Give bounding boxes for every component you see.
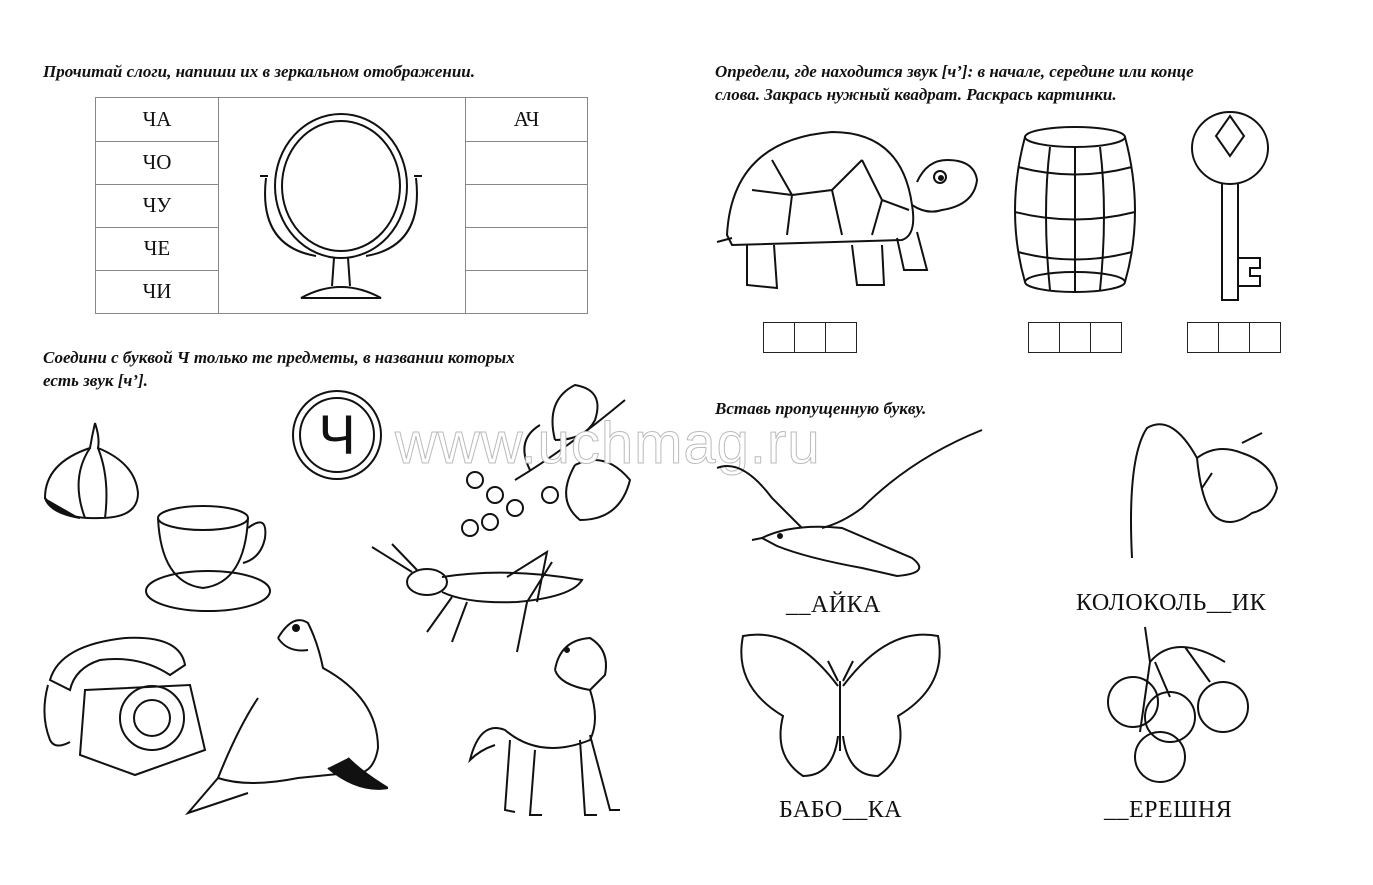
position-square[interactable] xyxy=(825,322,857,353)
cherries-icon xyxy=(1105,622,1270,787)
seal-icon xyxy=(178,608,388,823)
cup-icon xyxy=(143,503,278,618)
word-babochka[interactable]: БАБО__КА xyxy=(779,797,903,823)
key-icon xyxy=(1188,108,1278,308)
watermark: www.uchmag.ru xyxy=(395,411,821,476)
syllable-cell: ЧА xyxy=(142,107,172,131)
position-square[interactable] xyxy=(794,322,826,353)
position-square[interactable] xyxy=(763,322,795,353)
position-squares-key xyxy=(1187,322,1280,353)
mirror-answer-cell[interactable]: АЧ xyxy=(513,107,540,131)
position-square[interactable] xyxy=(1218,322,1250,353)
position-instruction-line1: Определи, где находится звук [ч’]: в начале, середине или конце xyxy=(715,62,1194,81)
position-squares-turtle xyxy=(763,322,856,353)
dog-icon xyxy=(450,630,650,830)
insert-instruction: Вставь пропущенную букву. xyxy=(715,399,927,418)
syllable-cell: ЧУ xyxy=(142,193,172,217)
syllable-cell: ЧЕ xyxy=(143,236,171,260)
position-square[interactable] xyxy=(1249,322,1281,353)
connect-instruction-line1: Соедини с буквой Ч только те предметы, в названии которых xyxy=(43,348,515,367)
position-square[interactable] xyxy=(1028,322,1060,353)
mirror-icon xyxy=(246,106,436,306)
letter-ch: Ч xyxy=(318,403,356,466)
position-instruction-line2: слова. Закрась нужный квадрат. Раскрась картинки. xyxy=(715,85,1117,104)
word-chayka[interactable]: __АЙКА xyxy=(786,592,882,618)
word-chereshnya[interactable]: __ЕРЕШНЯ xyxy=(1104,797,1233,823)
syllable-table xyxy=(95,97,588,314)
bell-flower-icon xyxy=(1122,418,1282,563)
position-squares-barrel xyxy=(1028,322,1121,353)
position-square[interactable] xyxy=(1090,322,1122,353)
seagull-icon xyxy=(712,428,992,583)
barrel-icon xyxy=(1010,122,1140,297)
mirror-instruction: Прочитай слоги, напиши их в зеркальном отображении. xyxy=(43,62,475,81)
word-kolokolchik[interactable]: КОЛОКОЛЬ__ИК xyxy=(1076,590,1267,616)
connect-instruction-line2: есть звук [ч’]. xyxy=(43,371,148,390)
garlic-icon xyxy=(40,418,145,523)
butterfly-icon xyxy=(733,626,948,791)
letter-circle[interactable] xyxy=(292,390,382,480)
turtle-icon xyxy=(712,120,982,295)
position-square[interactable] xyxy=(1187,322,1219,353)
syllable-cell: ЧО xyxy=(142,150,172,174)
syllable-cell: ЧИ xyxy=(142,279,172,303)
position-square[interactable] xyxy=(1059,322,1091,353)
